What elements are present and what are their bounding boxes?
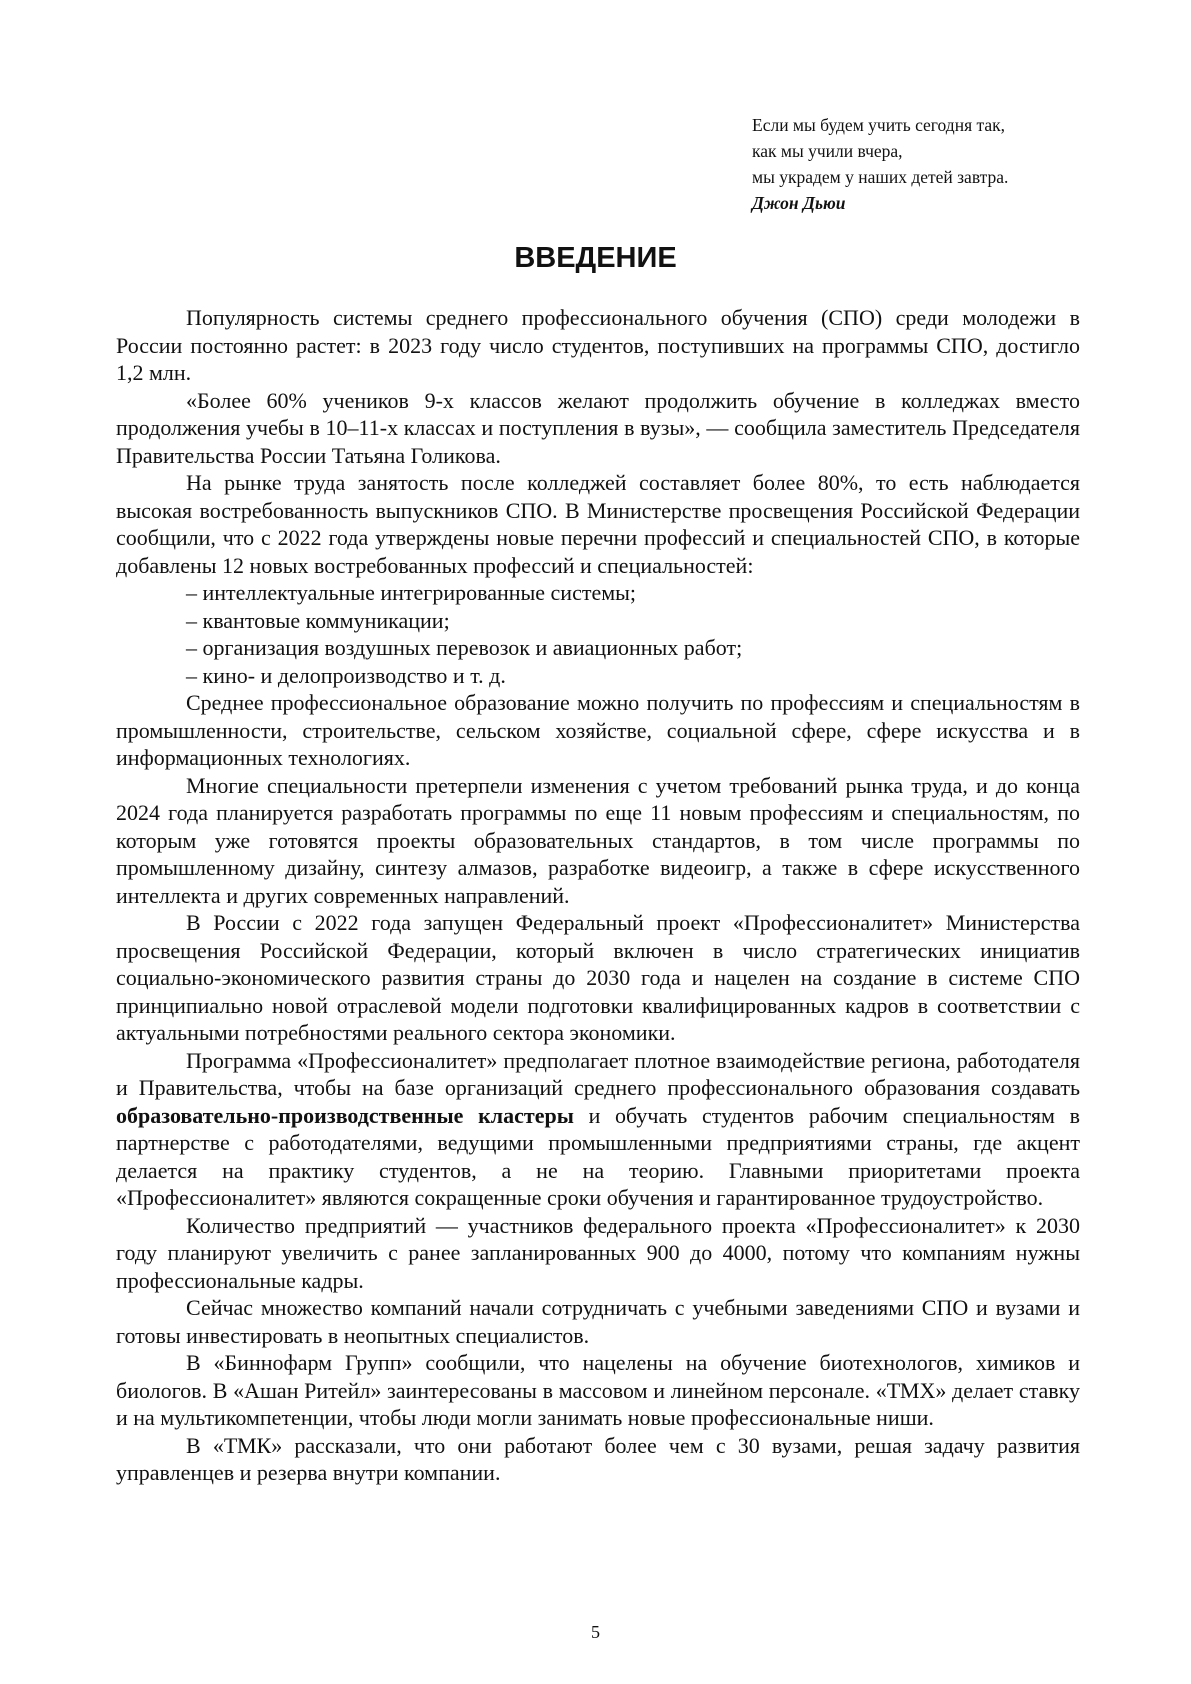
paragraph: Популярность системы среднего профессионального обучения (СПО) среди молодежи в России постоянно растет: в 2023 году число студентов, поступивших на программы СПО, достигло 1,2 млн. (116, 305, 1080, 385)
paragraph: Сейчас множество компаний начали сотрудничать с учебными заведениями СПО и вузами и готовы инвестировать в неопытных специалистов. (116, 1295, 1080, 1348)
epigraph (752, 112, 1112, 216)
paragraph: «Более 60% учеников 9-х классов желают продолжить обучение в колледжах вместо продолжения учебы в 10–11-х классах и поступления в вузы», — сообщила заместитель Председателя Правительства России Татьяна Голикова. (116, 387, 1080, 468)
page-title: ВВЕДЕНИЕ (514, 242, 677, 274)
list-item: – организация воздушных перевозок и авиационных работ; (186, 635, 743, 660)
paragraph: В «Биннофарм Групп» сообщили, что нацелены на обучение биотехнологов, химиков и биологов. В «Ашан Ритейл» заинтересованы в массовом и линейном персонале. «ТМХ» делает ставку и на мультикомпетенции, чтобы люди могли занимать новые профессиональные ниши. (116, 1350, 1080, 1430)
paragraph-text: Программа «Профессионалитет» предполагает плотное взаимодействие региона, работодателя и Правительства, чтобы на базе организаций среднего профессионального образования создавать (116, 1047, 1080, 1100)
paragraph: Многие специальности претерпели изменения с учетом требований рынка труда, и до конца 2024 года планируется разработать программы по еще 11 новым профессиям и специальностям, по которым уже готовятся проекты образовательных стандартов, в том числе программы по промышленному дизайну, синтезу алмазов, разработке видеоигр, а также в сфере искусственного интеллекта и других современных направлений. (116, 772, 1080, 908)
list-item: – кино- и делопроизводство и т. д. (186, 662, 506, 688)
list-item: – квантовые коммуникации; (186, 607, 450, 633)
paragraph-text: и обучать студентов рабочим специальностям в партнерстве с работодателями, ведущими промышленными предприятиями страны, где акцент делается на практику студентов, а не на теорию. Главными приоритетами проекта «Профессионалитет» являются сокращенные сроки обучения и гарантированное трудоустройство. (116, 1102, 1080, 1210)
epigraph-line: Если мы будем учить сегодня так, (752, 115, 1005, 135)
body-text (116, 304, 1080, 1487)
paragraph (116, 1047, 1080, 1212)
paragraph: В России с 2022 года запущен Федеральный проект «Профессионалитет» Министерства просвещения Российской Федерации, который включен в число стратегических инициатив социально-экономического развития страны до 2030 года и нацелен на создание в системе СПО принципиально новой отраслевой модели подготовки квалифицированных кадров в соответствии с актуальными потребностями реального сектора экономики. (116, 910, 1080, 1045)
bold-term: образовательно-производственные кластеры (116, 1102, 574, 1128)
page-number: 5 (591, 1622, 600, 1642)
epigraph-line: как мы учили вчера, (752, 141, 903, 161)
paragraph: В «ТМК» рассказали, что они работают более чем с 30 вузами, решая задачу развития управленцев и резерва внутри компании. (116, 1432, 1080, 1485)
epigraph-line: мы украдем у наших детей завтра. (752, 167, 1009, 187)
epigraph-author: Джон Дьюи (752, 193, 846, 213)
list-item: – интеллектуальные интегрированные системы; (186, 580, 637, 605)
paragraph: Количество предприятий — участников федерального проекта «Профессионалитет» к 2030 году планируют увеличить с ранее запланированных 900 до 4000, потому что компаниям нужны профессиональные кадры. (116, 1212, 1080, 1293)
paragraph: Среднее профессиональное образование можно получить по профессиям и специальностям в промышленности, строительстве, сельском хозяйстве, социальной сфере, сфере искусства и в информационных технологиях. (116, 690, 1080, 770)
paragraph: На рынке труда занятость после колледжей составляет более 80%, то есть наблюдается высокая востребованность выпускников СПО. В Министерстве просвещения Российской Федерации сообщили, что с 2022 года утверждены новые перечни профессий и специальностей СПО, в которые добавлены 12 новых востребованных профессий и специальностей: (116, 470, 1080, 578)
